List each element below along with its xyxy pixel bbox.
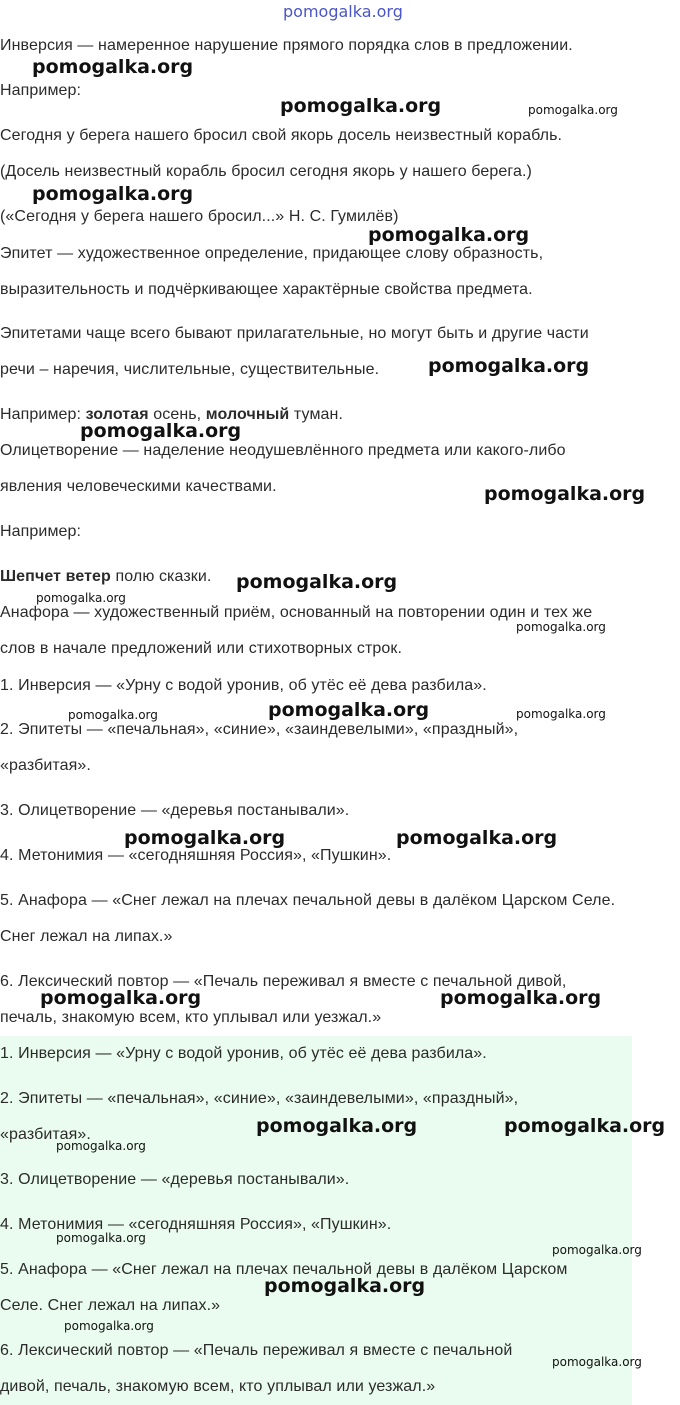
- watermark: pomogalka.org: [64, 1319, 154, 1333]
- watermark: pomogalka.org: [68, 708, 158, 722]
- watermark: pomogalka.org: [236, 571, 398, 593]
- watermark: pomogalka.org: [484, 483, 646, 505]
- epithet-definition-1: Эпитет — художественное определение, придающее слову образность,: [0, 245, 544, 262]
- watermark: pomogalka.org: [528, 103, 618, 117]
- personification-definition-2: явления человеческими качествами.: [0, 478, 277, 495]
- watermark: pomogalka.org: [516, 707, 606, 721]
- watermark: pomogalka.org: [124, 827, 286, 849]
- answer-metonymy: 4. Метонимия — «сегодняшняя Россия», «Пушкин».: [0, 1216, 392, 1233]
- answer-anaphora: 5. Анафора — «Снег лежал на плечах печальной девы в далёком Царском: [0, 1261, 568, 1278]
- watermark: pomogalka.org: [283, 2, 403, 21]
- list-item-lexical-repeat-cont: печаль, знакомую всем, кто уплывал или уезжал.»: [0, 1009, 382, 1026]
- list-item-anaphora-cont: Снег лежал на липах.»: [0, 928, 173, 945]
- anaphora-definition-2: слов в начале предложений или стихотворных строк.: [0, 640, 403, 657]
- list-item-lexical-repeat: 6. Лексический повтор — «Печаль переживал я вместе с печальной дивой,: [0, 973, 567, 990]
- personification-example: [0, 567, 211, 587]
- example-label: Например:: [0, 82, 82, 99]
- watermark: pomogalka.org: [504, 1115, 666, 1137]
- watermark: pomogalka.org: [516, 620, 606, 634]
- watermark: pomogalka.org: [56, 1139, 146, 1153]
- watermark: pomogalka.org: [40, 987, 202, 1009]
- list-item-inversion: 1. Инверсия — «Урну с водой уронив, об утёс её дева разбила».: [0, 677, 487, 694]
- watermark: pomogalka.org: [32, 56, 194, 78]
- answer-epithets-cont: «разбитая».: [0, 1126, 91, 1143]
- epithet-note-2: речи – наречия, числительные, существительные.: [0, 361, 380, 378]
- watermark: pomogalka.org: [396, 827, 558, 849]
- answer-inversion: 1. Инверсия — «Урну с водой уронив, об утёс её дева разбила».: [0, 1045, 487, 1062]
- watermark: pomogalka.org: [428, 355, 590, 377]
- inversion-example-direct: (Досель неизвестный корабль бросил сегодня якорь у нашего берега.): [0, 163, 532, 180]
- inversion-example: Сегодня у берега нашего бросил свой якорь досель неизвестный корабль.: [0, 127, 563, 144]
- watermark: pomogalka.org: [552, 1355, 642, 1369]
- list-item-epithets-cont: «разбитая».: [0, 757, 91, 774]
- list-item-anaphora: 5. Анафора — «Снег лежал на плечах печальной девы в далёком Царском Селе.: [0, 892, 616, 909]
- example-label: Например:: [0, 523, 82, 540]
- watermark: pomogalka.org: [80, 420, 242, 442]
- watermark: pomogalka.org: [256, 1115, 418, 1137]
- answer-lexical-repeat-cont: дивой, печаль, знакомую всем, кто уплывал или уезжал.»: [0, 1378, 436, 1395]
- list-item-metonymy: 4. Метонимия — «сегодняшняя Россия», «Пушкин».: [0, 847, 392, 864]
- watermark: pomogalka.org: [552, 1243, 642, 1257]
- answer-epithets: 2. Эпитеты — «печальная», «синие», «заиндевелыми», «праздный»,: [0, 1090, 519, 1107]
- inversion-source: («Сегодня у берега нашего бросил...» Н. С. Гумилёв): [0, 208, 399, 225]
- list-item-epithets: 2. Эпитеты — «печальная», «синие», «заиндевелыми», «праздный»,: [0, 721, 519, 738]
- answer-personification: 3. Олицетворение — «деревья постанывали».: [0, 1171, 350, 1188]
- inversion-definition: Инверсия — намеренное нарушение прямого порядка слов в предложении.: [0, 37, 573, 54]
- watermark: pomogalka.org: [56, 1231, 146, 1245]
- watermark: pomogalka.org: [440, 987, 602, 1009]
- example-text: полю сказки.: [110, 568, 212, 585]
- watermark: pomogalka.org: [280, 95, 442, 117]
- list-item-personification: 3. Олицетворение — «деревья постанывали».: [0, 802, 350, 819]
- bold-word: молочный: [205, 406, 290, 423]
- anaphora-definition-1: Анафора — художественный приём, основанный на повторении один и тех же: [0, 604, 593, 621]
- example-text: осень,: [148, 406, 206, 423]
- bold-word: золотая: [85, 406, 149, 423]
- epithet-note-1: Эпитетами чаще всего бывают прилагательные, но могут быть и другие части: [0, 325, 589, 342]
- bold-phrase: Шепчет ветер: [0, 568, 111, 585]
- personification-definition-1: Олицетворение — наделение неодушевлённого предмета или какого-либо: [0, 442, 566, 459]
- example-prefix: Например:: [0, 406, 86, 423]
- watermark: pomogalka.org: [268, 699, 430, 721]
- answer-lexical-repeat: 6. Лексический повтор — «Печаль переживал я вместе с печальной: [0, 1342, 513, 1359]
- watermark: pomogalka.org: [368, 224, 530, 246]
- watermark: pomogalka.org: [32, 183, 194, 205]
- watermark: pomogalka.org: [36, 591, 126, 605]
- answer-anaphora-cont: Селе. Снег лежал на липах.»: [0, 1297, 221, 1314]
- watermark: pomogalka.org: [264, 1275, 426, 1297]
- epithet-definition-2: выразительность и подчёркивающее характёрные свойства предмета.: [0, 281, 533, 298]
- example-text: туман.: [289, 406, 344, 423]
